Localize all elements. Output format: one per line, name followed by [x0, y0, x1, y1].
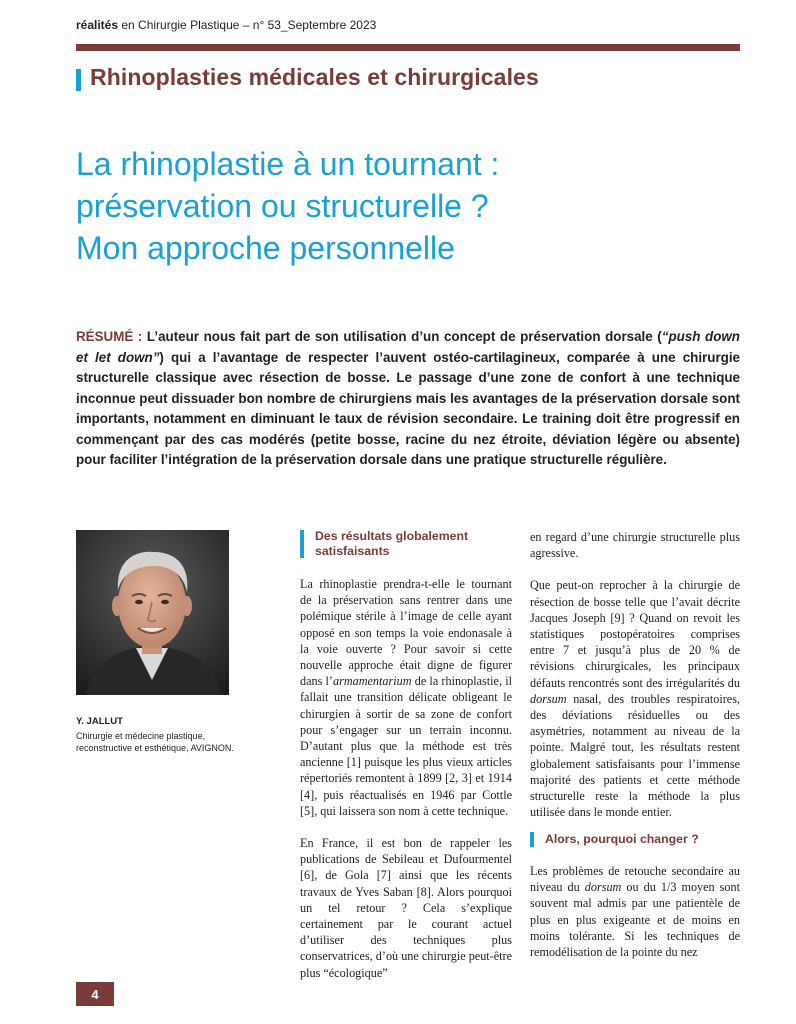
text-run-italic: dorsum: [530, 691, 567, 706]
abstract-text-2: ) qui a l’avantage de respecter l’auvent ostéo-cartilagineux, comparée à une chirurgie structurelle classique avec résection de bosse. Le passage d’une zone de confort à une technique inconnue peut dissuader bon nombre de chirurgiens mais les avantages de la préservation dorsale sont importants, notamment en diminuant le taux de révision secondaire. Le training doit être progressif en commençant par des cas modérés (petite bosse, racine du nez étroite, déviation légère ou absente) pour faciliter l’intégration de la préservation dorsale dans une pratique structurelle régulière.: [76, 349, 741, 467]
abstract-text-1: L’auteur nous fait part de son utilisation d’un concept de préservation dorsale (: [142, 329, 662, 344]
abstract: [76, 327, 740, 471]
paragraph: [300, 576, 512, 819]
text-run: ou du 1/3 moyen sont souvent mal admis par une patientèle de plus en plus exigeante et de moins en moins tolérante. Si les techniques de remodélisation de la pointe du nez: [530, 880, 740, 960]
paragraph: [530, 577, 740, 820]
column-2: [530, 529, 740, 836]
section-title-1: Des résultats globalement satisfaisants: [315, 529, 469, 558]
text-run: de la rhinoplastie, il fallait une transition délicate obligeant le chirurgien à sortir de sa zone de confort pour s’engager sur un terrain inconnu. D’autant plus que la méthode est très ancienne [1] puisque les plus vieux articles répertoriés remontent à 1899 [2, 3] et 1914 [4], puis réactualisés en 1946 par Cottle [5], qui laissera son nom à cette technique.: [300, 674, 512, 818]
text-run-italic: armamentarium: [332, 674, 412, 689]
section-marker-2: [530, 832, 534, 847]
text-run: nasal, des troubles respiratoires, des déviations résiduelles ou des asymétries, notamment au niveau de la pointe. Malgré tout, les résultats restent globalement satisfaisants pour l’immense majorité des patients et cette méthode structurelle reste la méthode la plus utilisée dans le monde entier.: [530, 691, 740, 820]
title-line-3: Mon approche personnelle: [76, 230, 455, 266]
title-line-1: La rhinoplastie à un tournant :: [76, 146, 500, 182]
header-rule: [76, 44, 740, 51]
title-line-2: préservation ou structurelle ?: [76, 188, 489, 224]
paragraph: [530, 863, 740, 960]
author-affiliation: Chirurgie et médecine plastique, reconstructive et esthétique, AVIGNON.: [76, 731, 234, 753]
rubric-title: Rhinoplasties médicales et chirurgicales: [90, 64, 539, 90]
abstract-italic: “push down et let down”: [76, 329, 740, 365]
column-2-continued: [530, 863, 740, 976]
rubric-marker: [76, 69, 81, 91]
column-1: [300, 576, 512, 997]
journal-name: réalités: [76, 18, 119, 32]
text-run: Les problèmes de retouche secondaire au niveau du: [530, 864, 740, 895]
paragraph: En France, il est bon de rappeler les publications de Sebileau et Dufourmentel [6], de Gola [7] ainsi que les récents travaux de Yves Saban [8]. Alors pourquoi un tel retour ? Cela s’explique certainement par le courant actuel d’utiliser des techniques plus conservatrices, d’où une chirurgie peut-être plus “écologique”: [300, 836, 512, 980]
section-marker-1: [300, 530, 304, 558]
paragraph: en regard d’une chirurgie structurelle plus agressive.: [530, 530, 740, 561]
abstract-label: RÉSUMÉ :: [76, 329, 143, 344]
journal-issue: en Chirurgie Plastique – n° 53_Septembre 2023: [118, 18, 377, 32]
text-run: La rhinoplastie prendra-t-elle le tournant de la préservation sans rentrer dans une polémique stérile à l’image de celle ayant opposé en son temps la voie endonasale à la voie ouverte ? Pour savoir si cette nouvelle approche était digne de figurer dans l’: [300, 577, 512, 689]
text-run-italic: dorsum: [584, 880, 622, 895]
journal-header: [76, 18, 376, 32]
section-title-2: Alors, pourquoi changer ?: [545, 832, 699, 846]
author-name: Y. JALLUT: [76, 716, 123, 727]
author-portrait: [76, 530, 229, 695]
article-title: [76, 143, 716, 269]
author-photo: [76, 530, 229, 695]
page-number: 4: [76, 982, 114, 1006]
text-run: Que peut-on reprocher à la chirurgie de résection de bosse telle que l’avait décrite Jacques Joseph [9] ? Quand on revoit les statistiques postopératoires comprises entre 7 et jusqu’à plus de 20 % de révisions chirurgicales, les principaux défauts rencontrés sont des irrégularités du: [530, 578, 740, 690]
